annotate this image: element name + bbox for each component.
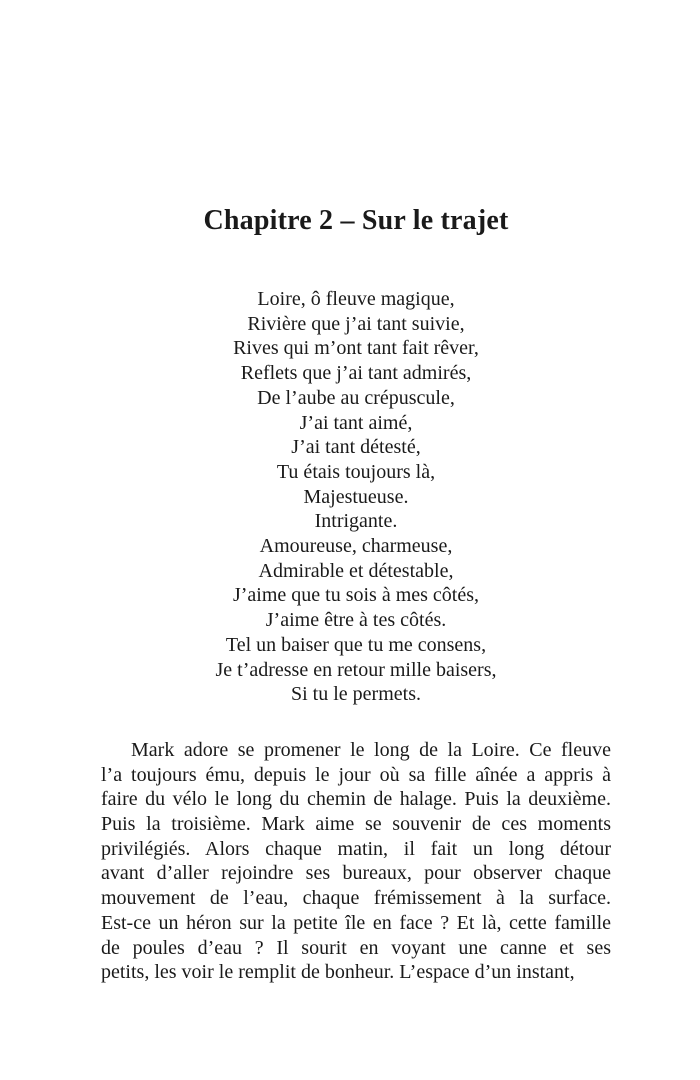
paragraph-line: Mark adore se promener le long de la Loire. Ce fleuve — [131, 738, 611, 761]
paragraph-line: faire du vélo le long du chemin de halage. Puis la deuxième. — [101, 788, 611, 811]
paragraph-line: privilégiés. Alors chaque matin, il fait un long détour — [101, 837, 611, 860]
poem-line: Je t’adresse en retour mille baisers, — [215, 658, 497, 681]
body-paragraph — [101, 738, 611, 985]
poem-line: Si tu le permets. — [291, 683, 421, 706]
paragraph-line: mouvement de l’eau, chaque frémissement à la surface. — [101, 887, 611, 910]
poem-line: Reflets que j’ai tant admirés, — [240, 362, 472, 385]
poem-line: Rivière que j’ai tant suivie, — [247, 312, 465, 335]
paragraph-line: de poules d’eau ? Il sourit en voyant une canne et ses — [101, 936, 611, 959]
poem-line: J’aime être à tes côtés. — [265, 609, 447, 632]
paragraph-line: Puis la troisième. Mark aime se souvenir de ces moments — [101, 813, 611, 836]
poem-line: Tel un baiser que tu me consens, — [225, 633, 487, 656]
poem-line: Intrigante. — [314, 510, 398, 533]
poem-line: J’aime que tu sois à mes côtés, — [232, 584, 480, 607]
poem-line: J’ai tant aimé, — [299, 411, 413, 434]
poem-line: Tu étais toujours là, — [276, 460, 436, 483]
paragraph-line: petits, les voir le remplit de bonheur. L’espace d’un instant, — [101, 961, 575, 984]
poem-line: Loire, ô fleuve magique, — [257, 288, 455, 310]
poem — [101, 287, 611, 707]
poem-line: J’ai tant détesté, — [291, 436, 421, 459]
poem-line: Admirable et détestable, — [258, 559, 454, 582]
paragraph-line: avant d’aller rejoindre ses bureaux, pour observer chaque — [101, 862, 611, 885]
poem-line: De l’aube au crépuscule, — [257, 386, 455, 409]
poem-line: Majestueuse. — [303, 485, 409, 508]
paragraph-line: l’a toujours ému, depuis le jour où sa fille aînée a appris à — [101, 763, 611, 786]
poem-line: Rives qui m’ont tant fait rêver, — [233, 337, 479, 360]
chapter-title: Chapitre 2 – Sur le trajet — [203, 205, 509, 236]
poem-line: Amoureuse, charmeuse, — [259, 535, 453, 558]
paragraph-line: Est-ce un héron sur la petite île en face ? Et là, cette famille — [101, 911, 611, 934]
